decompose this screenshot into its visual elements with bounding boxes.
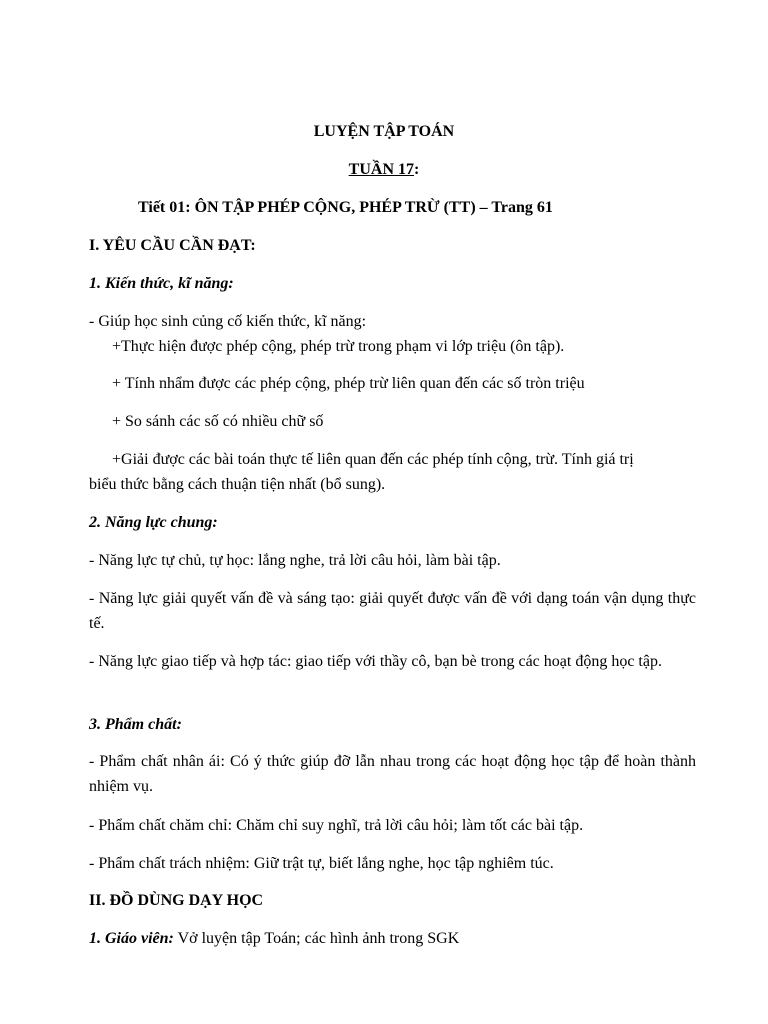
- teacher-text: Vở luyện tập Toán; các hình ảnh trong SGK: [173, 930, 460, 947]
- list-item: + So sánh các số có nhiều chữ số: [112, 413, 324, 430]
- section1-heading: I. YÊU CẦU CẦN ĐẠT:: [89, 237, 256, 254]
- list-item: - Phẩm chất chăm chỉ: Chăm chỉ suy nghĩ, trả lời câu hỏi; làm tốt các bài tập.: [89, 817, 584, 834]
- list-item: biểu thức bằng cách thuận tiện nhất (bổ sung).: [89, 476, 386, 493]
- list-item: - Giúp học sinh củng cố kiến thức, kĩ năng:: [89, 313, 367, 330]
- section2-heading: II. ĐỒ DÙNG DẠY HỌC: [89, 892, 264, 909]
- teacher-materials: [89, 929, 696, 949]
- document-title: LUYỆN TẬP TOÁN: [313, 123, 455, 140]
- list-item: - Phẩm chất nhân ái: Có ý thức giúp đỡ lẫn nhau trong các hoạt động học tập để hoàn thành nhiệm vụ.: [89, 753, 696, 795]
- teacher-label: 1. Giáo viên:: [89, 930, 174, 947]
- list-item: - Năng lực tự chủ, tự học: lắng nghe, trả lời câu hỏi, làm bài tập.: [89, 552, 501, 569]
- week-suffix: :: [414, 161, 420, 178]
- subheading-knowledge: 1. Kiến thức, kĩ năng:: [89, 275, 234, 292]
- week-label: TUẦN 17: [348, 161, 414, 178]
- week-heading: [0, 160, 768, 180]
- list-item: - Phẩm chất trách nhiệm: Giữ trật tự, biết lắng nghe, học tập nghiêm túc.: [89, 855, 554, 872]
- list-item: - Năng lực giao tiếp và hợp tác: giao tiếp với thầy cô, bạn bè trong các hoạt động học tập.: [89, 653, 662, 670]
- list-item: +Giải được các bài toán thực tế liên quan đến các phép tính cộng, trừ. Tính giá trị: [112, 451, 634, 468]
- list-item: +Thực hiện được phép cộng, phép trừ trong phạm vi lớp triệu (ôn tập).: [112, 338, 565, 355]
- lesson-title: Tiết 01: ÔN TẬP PHÉP CỘNG, PHÉP TRỪ (TT) – Trang 61: [138, 199, 553, 216]
- subheading-competence: 2. Năng lực chung:: [89, 514, 218, 531]
- list-item: + Tính nhẩm được các phép cộng, phép trừ liên quan đến các số tròn triệu: [112, 375, 585, 392]
- subheading-qualities: 3. Phẩm chất:: [89, 716, 182, 733]
- list-item: - Năng lực giải quyết vấn đề và sáng tạo: giải quyết được vấn đề với dạng toán vận dụng thực tế.: [89, 590, 696, 632]
